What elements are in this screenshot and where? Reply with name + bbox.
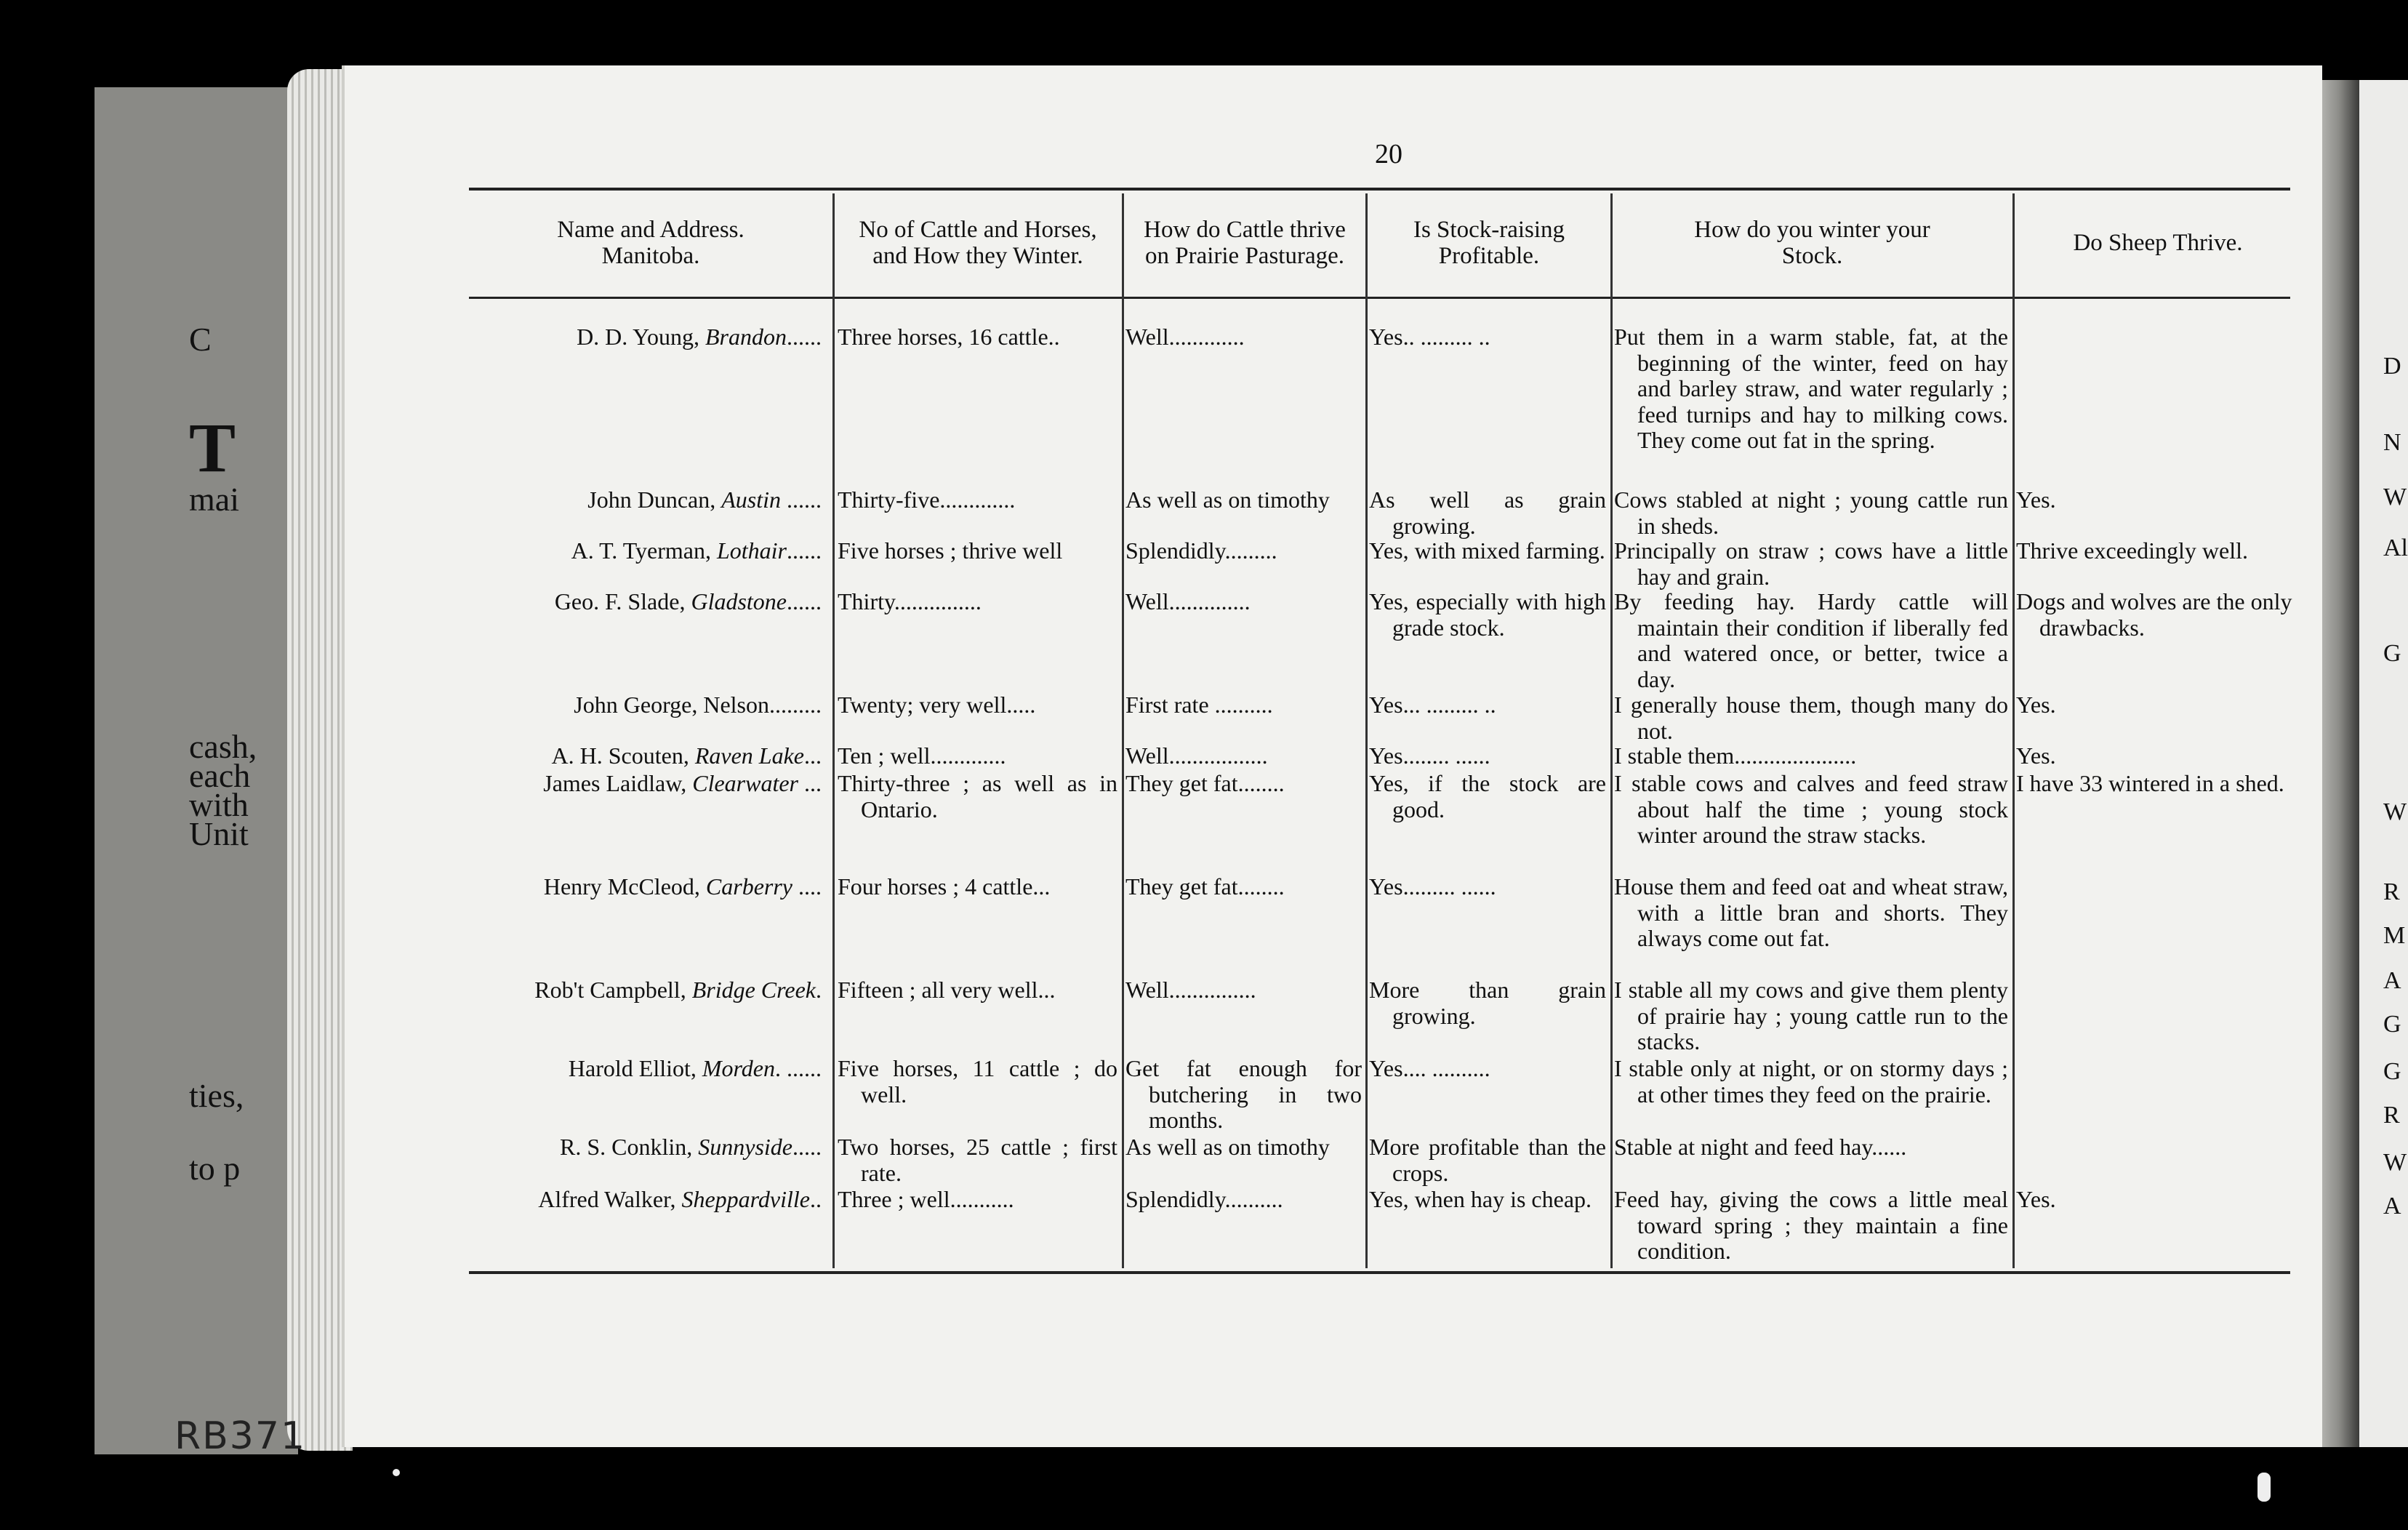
row-cattle-horses: Fifteen ; all very well... bbox=[838, 977, 1056, 1003]
column-header-cattle bbox=[836, 217, 1120, 269]
place-name: Brandon bbox=[705, 324, 787, 350]
header-line: Manitoba. bbox=[601, 243, 700, 269]
place-name: Sheppardville bbox=[681, 1186, 810, 1212]
right-margin-fragment: Al bbox=[2383, 534, 2408, 561]
row-stock-profitable: Yes, if the stock are good. bbox=[1369, 770, 1606, 822]
row-cattle-thrive: They get fat........ bbox=[1125, 873, 1285, 900]
row-name-address bbox=[451, 692, 822, 718]
row-stock-profitable: Yes.. ......... .. bbox=[1369, 324, 1490, 350]
row-stock-profitable: More profitable than the crops. bbox=[1369, 1134, 1606, 1186]
header-line: Profitable. bbox=[1438, 243, 1540, 269]
left-margin-fragment: to p bbox=[189, 1150, 241, 1187]
header-line: Name and Address. bbox=[557, 217, 745, 243]
place-name: Clearwater bbox=[692, 770, 798, 796]
place-name: Sunnyside bbox=[698, 1134, 792, 1160]
header-line: Do Sheep Thrive. bbox=[2073, 230, 2243, 256]
row-cattle-horses: Thirty-five............. bbox=[838, 486, 1016, 513]
column-header-thrive bbox=[1125, 217, 1364, 269]
row-cattle-thrive: As well as on timothy bbox=[1125, 1134, 1330, 1160]
left-page-text-fragments bbox=[189, 109, 284, 1418]
person-name: A. H. Scouten, bbox=[551, 742, 695, 769]
row-sheep-thrive: I have 33 wintered in a shed. bbox=[2016, 770, 2284, 796]
row-stock-profitable: As well as grain growing. bbox=[1369, 486, 1606, 539]
row-cattle-horses: Two horses, 25 cattle ; first rate. bbox=[838, 1134, 1117, 1186]
place-name: Carberry bbox=[705, 873, 792, 900]
column-divider bbox=[1610, 193, 1613, 1268]
row-cattle-horses: Five horses ; thrive well bbox=[838, 537, 1063, 564]
leader-dots: .... bbox=[792, 873, 822, 900]
row-sheep-thrive: Yes. bbox=[2016, 1186, 2056, 1212]
right-page-text-fragments bbox=[2383, 109, 2408, 1418]
bottom-rule bbox=[469, 1271, 2290, 1274]
right-margin-fragment: W bbox=[2383, 1149, 2407, 1176]
person-name: Alfred Walker, bbox=[538, 1186, 682, 1212]
person-name: Geo. F. Slade, bbox=[554, 588, 691, 614]
left-margin-fragment: cash, bbox=[189, 728, 257, 765]
header-line: How do you winter your bbox=[1694, 217, 1930, 243]
left-margin-fragment: mai bbox=[189, 481, 239, 518]
person-name: Harold Elliot, bbox=[568, 1055, 702, 1081]
row-winter-stock: I stable only at night, or on stormy days ; at other times they feed on the prairie. bbox=[1614, 1055, 2008, 1108]
left-margin-fragment: with bbox=[189, 786, 249, 823]
row-name-address bbox=[451, 1056, 822, 1082]
row-name-address bbox=[451, 977, 822, 1004]
right-margin-fragment: W bbox=[2383, 798, 2407, 825]
row-cattle-thrive: Splendidly.......... bbox=[1125, 1186, 1283, 1212]
column-header-profitable bbox=[1369, 217, 1609, 269]
row-name-address bbox=[451, 771, 822, 797]
column-header-winter bbox=[1614, 217, 2010, 269]
column-header-sheep bbox=[2016, 230, 2300, 256]
row-sheep-thrive: Thrive exceedingly well. bbox=[2016, 537, 2248, 564]
leader-dots: ...... bbox=[787, 537, 822, 564]
leader-dots: ......... bbox=[769, 692, 822, 718]
row-stock-profitable: Yes, when hay is cheap. bbox=[1369, 1186, 1592, 1212]
row-cattle-horses: Five horses, 11 cattle ; do well. bbox=[838, 1055, 1117, 1108]
left-margin-fragment: C bbox=[189, 321, 212, 358]
person-name: R. S. Conklin, bbox=[559, 1134, 699, 1160]
row-winter-stock: Principally on straw ; cows have a little hay and grain. bbox=[1614, 537, 2008, 590]
header-line: No of Cattle and Horses, bbox=[859, 217, 1097, 243]
row-sheep-thrive: Yes. bbox=[2016, 742, 2056, 769]
row-stock-profitable: Yes, with mixed farming. bbox=[1369, 537, 1605, 564]
row-cattle-horses: Three ; well........... bbox=[838, 1186, 1014, 1212]
right-margin-fragment: D bbox=[2383, 353, 2401, 380]
place-name: Gladstone bbox=[691, 588, 787, 614]
header-line: and How they Winter. bbox=[872, 243, 1083, 269]
row-name-address bbox=[451, 1134, 822, 1161]
column-header-name bbox=[473, 217, 829, 269]
right-margin-fragment: A bbox=[2383, 1193, 2401, 1219]
row-stock-profitable: Yes........ ...... bbox=[1369, 742, 1490, 769]
row-stock-profitable: Yes... ......... .. bbox=[1369, 692, 1496, 718]
place-name: Raven Lake bbox=[694, 742, 804, 769]
leader-dots: ...... bbox=[787, 588, 822, 614]
row-cattle-horses: Four horses ; 4 cattle... bbox=[838, 873, 1051, 900]
row-cattle-thrive: Well.............. bbox=[1125, 588, 1251, 614]
leader-dots: ...... bbox=[787, 324, 822, 350]
page-number: 20 bbox=[1375, 139, 1402, 169]
row-stock-profitable: Yes.... .......... bbox=[1369, 1055, 1490, 1081]
row-cattle-horses: Thirty-three ; as well as in Ontario. bbox=[838, 770, 1117, 822]
row-cattle-thrive: Well................. bbox=[1125, 742, 1268, 769]
person-name: Henry McCleod, bbox=[543, 873, 706, 900]
leader-dots: ...... bbox=[781, 486, 822, 513]
left-margin-fragment: Unit bbox=[189, 815, 249, 852]
column-divider bbox=[2012, 193, 2015, 1268]
row-cattle-thrive: Get fat enough for butchering in two months. bbox=[1125, 1055, 1362, 1133]
right-margin-fragment: R bbox=[2383, 878, 2400, 905]
leader-dots: . bbox=[816, 977, 822, 1003]
row-name-address bbox=[451, 874, 822, 900]
leader-dots: .. bbox=[810, 1186, 822, 1212]
film-speck bbox=[393, 1469, 400, 1476]
row-name-address bbox=[451, 589, 822, 615]
row-cattle-horses: Twenty; very well..... bbox=[838, 692, 1036, 718]
leader-dots: ... bbox=[804, 742, 822, 769]
row-sheep-thrive: Yes. bbox=[2016, 692, 2056, 718]
right-margin-fragment: G bbox=[2383, 1011, 2401, 1038]
header-line: Is Stock-raising bbox=[1413, 217, 1565, 243]
header-line: How do Cattle thrive bbox=[1144, 217, 1346, 243]
right-margin-fragment: G bbox=[2383, 640, 2401, 667]
left-margin-fragment: ties, bbox=[189, 1077, 244, 1114]
row-name-address bbox=[451, 743, 822, 769]
row-cattle-thrive: Well............... bbox=[1125, 977, 1256, 1003]
row-sheep-thrive: Yes. bbox=[2016, 486, 2056, 513]
person-name: John Duncan, bbox=[587, 486, 722, 513]
place-name: Lothair bbox=[716, 537, 787, 564]
column-divider bbox=[1365, 193, 1368, 1268]
row-stock-profitable: More than grain growing. bbox=[1369, 977, 1606, 1029]
person-name: D. D. Young, bbox=[577, 324, 705, 350]
row-name-address bbox=[451, 538, 822, 564]
library-stamp: RB371 bbox=[174, 1414, 307, 1458]
leader-dots: ... bbox=[798, 770, 822, 796]
row-cattle-thrive: Well............. bbox=[1125, 324, 1245, 350]
row-stock-profitable: Yes, especially with high grade stock. bbox=[1369, 588, 1606, 641]
place-name: Morden bbox=[702, 1055, 775, 1081]
row-winter-stock: I stable cows and calves and feed straw about half the time ; young stock winter around the straw stacks. bbox=[1614, 770, 2008, 848]
row-winter-stock: Feed hay, giving the cows a little meal toward spring ; they maintain a fine condition. bbox=[1614, 1186, 2008, 1264]
row-winter-stock: I stable them..................... bbox=[1614, 742, 1857, 769]
place-name: Austin bbox=[721, 486, 781, 513]
column-divider bbox=[1122, 193, 1124, 1268]
header-rule bbox=[469, 297, 2290, 299]
row-name-address bbox=[451, 1187, 822, 1213]
header-line: on Prairie Pasturage. bbox=[1144, 243, 1344, 269]
person-name: John George, Nelson bbox=[574, 692, 769, 718]
right-margin-fragment: R bbox=[2383, 1102, 2400, 1129]
film-speck bbox=[2258, 1473, 2271, 1502]
left-margin-fragment: T bbox=[189, 409, 236, 486]
row-cattle-horses: Thirty............... bbox=[838, 588, 982, 614]
row-cattle-horses: Three horses, 16 cattle.. bbox=[838, 324, 1060, 350]
person-name: A. T. Tyerman, bbox=[571, 537, 717, 564]
left-margin-fragment: each bbox=[189, 757, 251, 794]
top-rule bbox=[469, 188, 2290, 191]
row-winter-stock: By feeding hay. Hardy cattle will maintain their condition if liberally fed and watered once, or better, twice a day. bbox=[1614, 588, 2008, 692]
row-winter-stock: House them and feed oat and wheat straw, with a little bran and shorts. They always come out fat. bbox=[1614, 873, 2008, 951]
row-stock-profitable: Yes......... ...... bbox=[1369, 873, 1496, 900]
row-cattle-thrive: Splendidly......... bbox=[1125, 537, 1277, 564]
row-winter-stock: Put them in a warm stable, fat, at the beginning of the winter, feed on hay and barley straw, and water regularly ; feed turnips and hay to milking cows. They come out fat in the spring. bbox=[1614, 324, 2008, 453]
row-cattle-thrive: As well as on timothy bbox=[1125, 486, 1330, 513]
row-winter-stock: Cows stabled at night ; young cattle run in sheds. bbox=[1614, 486, 2008, 539]
person-name: James Laidlaw, bbox=[543, 770, 693, 796]
row-winter-stock: I stable all my cows and give them plenty of prairie hay ; young cattle run to the stacks. bbox=[1614, 977, 2008, 1054]
row-winter-stock: Stable at night and feed hay...... bbox=[1614, 1134, 1907, 1160]
row-cattle-thrive: They get fat........ bbox=[1125, 770, 1285, 796]
person-name: Rob't Campbell, bbox=[534, 977, 692, 1003]
row-cattle-horses: Ten ; well............. bbox=[838, 742, 1006, 769]
header-line: Stock. bbox=[1781, 243, 1843, 269]
leader-dots: . ...... bbox=[775, 1055, 822, 1081]
place-name: Bridge Creek bbox=[691, 977, 816, 1003]
row-cattle-thrive: First rate .......... bbox=[1125, 692, 1273, 718]
row-name-address bbox=[451, 324, 822, 351]
column-divider bbox=[832, 193, 835, 1268]
right-margin-fragment: M bbox=[2383, 922, 2406, 949]
right-margin-fragment: N bbox=[2383, 429, 2401, 456]
right-margin-fragment: W bbox=[2383, 484, 2407, 510]
leader-dots: ..... bbox=[792, 1134, 822, 1160]
right-margin-fragment: A bbox=[2383, 967, 2401, 994]
row-sheep-thrive: Dogs and wolves are the only drawbacks. bbox=[2016, 588, 2292, 641]
row-winter-stock: I generally house them, though many do not. bbox=[1614, 692, 2008, 744]
right-margin-fragment: G bbox=[2383, 1058, 2401, 1085]
row-name-address bbox=[451, 487, 822, 513]
